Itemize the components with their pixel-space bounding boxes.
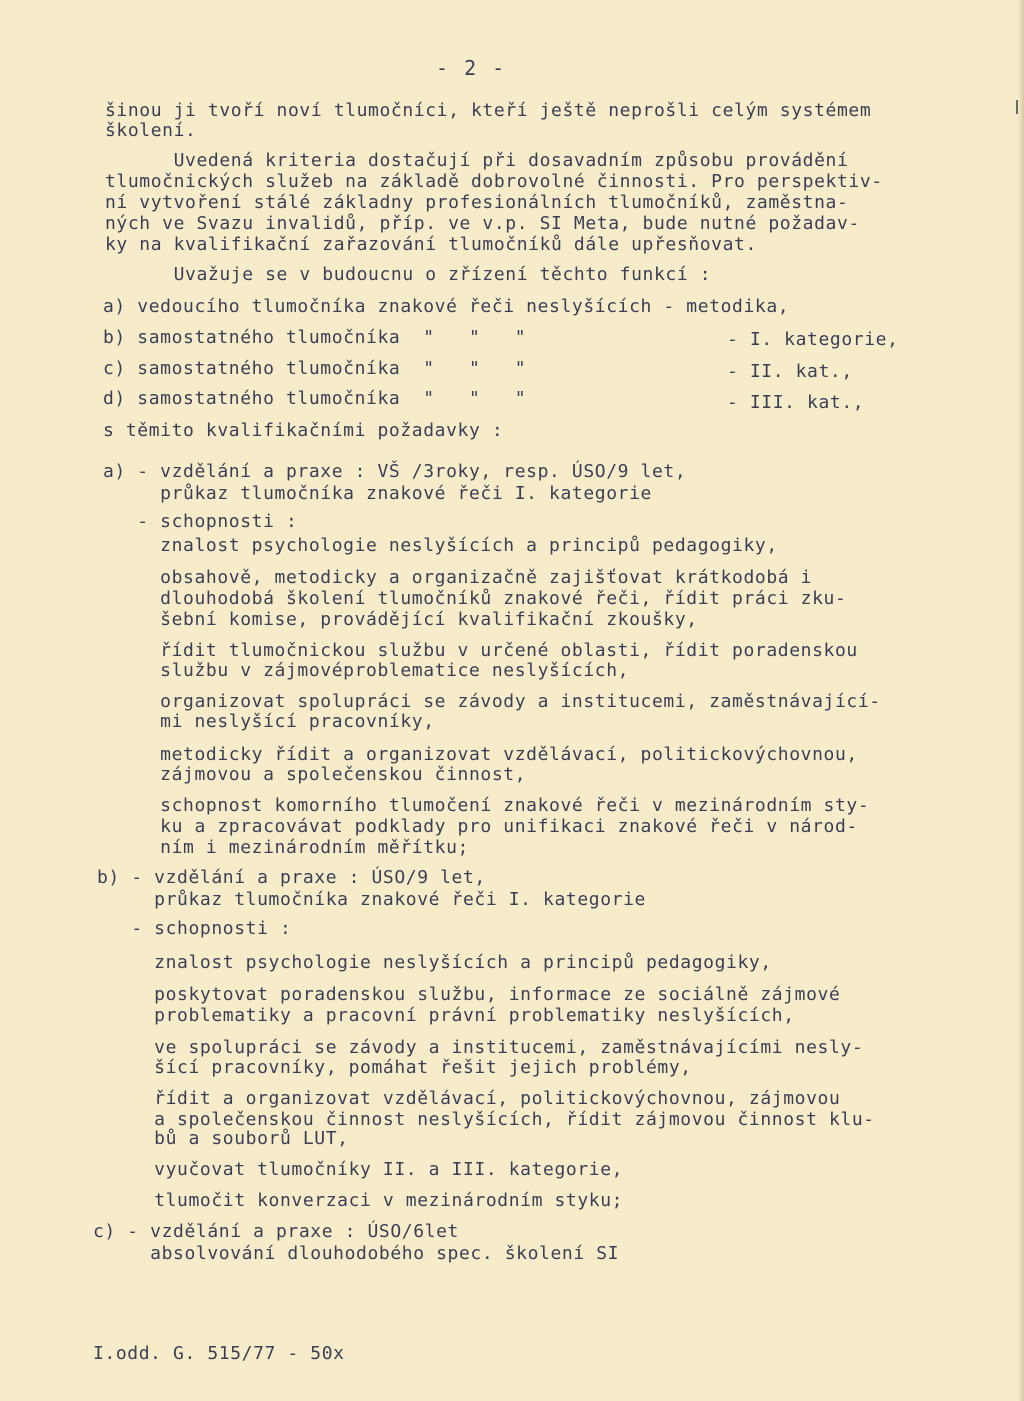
function-item-a: a) vedoucího tlumočníka znakové řeči neslyšících - metodika, — [103, 296, 790, 317]
text-line: organizovat spolupráci se závody a institucemi, zaměstnávající- — [103, 691, 881, 712]
function-item-c: c) samostatného tlumočníka " " " — [103, 358, 527, 379]
text-line: a společenskou činnost neslyšících, řídit zájmovou činnost klu- — [97, 1109, 875, 1130]
text-line: ve spolupráci se závody a institucemi, zaměstnávajícími nesly- — [97, 1037, 864, 1058]
text-line: bů a souborů LUT, — [97, 1128, 349, 1149]
text-line: službu v zájmovéproblematice neslyšících, — [103, 660, 630, 681]
text-line: šební komise, provádějící kvalifikační zkoušky, — [103, 609, 698, 630]
text-line: mi neslyšící pracovníky, — [103, 711, 435, 732]
text-line: schopnost komorního tlumočení znakové řeči v mezinárodním sty- — [103, 795, 870, 816]
text-line: s těmito kvalifikačními požadavky : — [103, 420, 504, 441]
text-line: dlouhodobá školení tlumočníků znakové řeči, řídit práci zku- — [103, 588, 847, 609]
text-line: řídit tlumočnickou službu v určené oblasti, řídit poradenskou — [103, 640, 858, 661]
function-category-c: - II. kat., — [727, 361, 853, 382]
requirement-a-education: a) - vzdělání a praxe : VŠ /3roky, resp. ÚSO/9 let, — [103, 461, 687, 482]
text-line: metodicky řídit a organizovat vzdělávací, politickovýchovnou, — [103, 744, 858, 765]
function-category-d: - III. kat., — [727, 392, 865, 413]
text-line: tlumočit konverzaci v mezinárodním styku; — [97, 1190, 624, 1211]
text-line: šící pracovníky, pomáhat řešit jejich problémy, — [97, 1057, 692, 1078]
text-line: obsahově, metodicky a organizačně zajišťovat krátkodobá i — [103, 567, 813, 588]
text-line: ných ve Svazu invalidů, příp. ve v.p. SI Meta, bude nutné požadav- — [105, 213, 860, 234]
text-line: ku a zpracovávat podklady pro unifikaci znakové řeči v národ- — [103, 816, 858, 837]
text-line: tlumočnických služeb na základě dobrovolné činnosti. Pro perspektiv- — [105, 171, 883, 192]
footer-reference: I.odd. G. 515/77 - 50x — [93, 1343, 345, 1364]
text-line: znalost psychologie neslyšících a principů pedagogiky, — [103, 535, 778, 556]
text-line: průkaz tlumočníka znakové řeči I. kategorie — [103, 483, 652, 504]
text-line: absolvování dlouhodobého spec. školení SI — [93, 1243, 620, 1264]
requirement-b-skills: - schopnosti : — [97, 918, 292, 939]
text-line: řídit a organizovat vzdělávací, politickovýchovnou, zájmovou — [97, 1088, 841, 1109]
requirement-b-education: b) - vzdělání a praxe : ÚSO/9 let, — [97, 867, 486, 888]
text-line: ky na kvalifikační zařazování tlumočníků dále upřesňovat. — [105, 234, 757, 255]
function-item-b: b) samostatného tlumočníka " " " — [103, 327, 527, 348]
requirement-c-education: c) - vzdělání a praxe : ÚSO/6let — [93, 1221, 459, 1242]
page-edge — [1018, 0, 1024, 1401]
text-line: průkaz tlumočníka znakové řeči I. kategorie — [97, 889, 646, 910]
text-line: Uvedená kriteria dostačují při dosavadním způsobu provádění — [105, 150, 849, 171]
text-line: problematiky a pracovní právní problematiky neslyšících, — [97, 1005, 795, 1026]
page-number: - 2 - — [436, 56, 507, 80]
text-line: Uvažuje se v budoucnu o zřízení těchto funkcí : — [105, 264, 712, 285]
text-line: znalost psychologie neslyšících a principů pedagogiky, — [97, 952, 772, 973]
text-line: poskytovat poradenskou službu, informace ze sociálně zájmové — [97, 984, 841, 1005]
requirement-a-skills: - schopnosti : — [103, 511, 298, 532]
text-line: ním i mezinárodním měřítku; — [103, 837, 469, 858]
text-line: ní vytvoření stálé základny profesionálních tlumočníků, zaměstna- — [105, 192, 849, 213]
text-line: školení. — [105, 120, 197, 141]
function-category-b: - I. kategorie, — [727, 329, 899, 350]
function-item-d: d) samostatného tlumočníka " " " — [103, 388, 527, 409]
text-line: šinou ji tvoří noví tlumočníci, kteří ještě neprošli celým systémem — [105, 100, 872, 121]
text-line: zájmovou a společenskou činnost, — [103, 764, 527, 785]
text-line: vyučovat tlumočníky II. a III. kategorie, — [97, 1159, 624, 1180]
